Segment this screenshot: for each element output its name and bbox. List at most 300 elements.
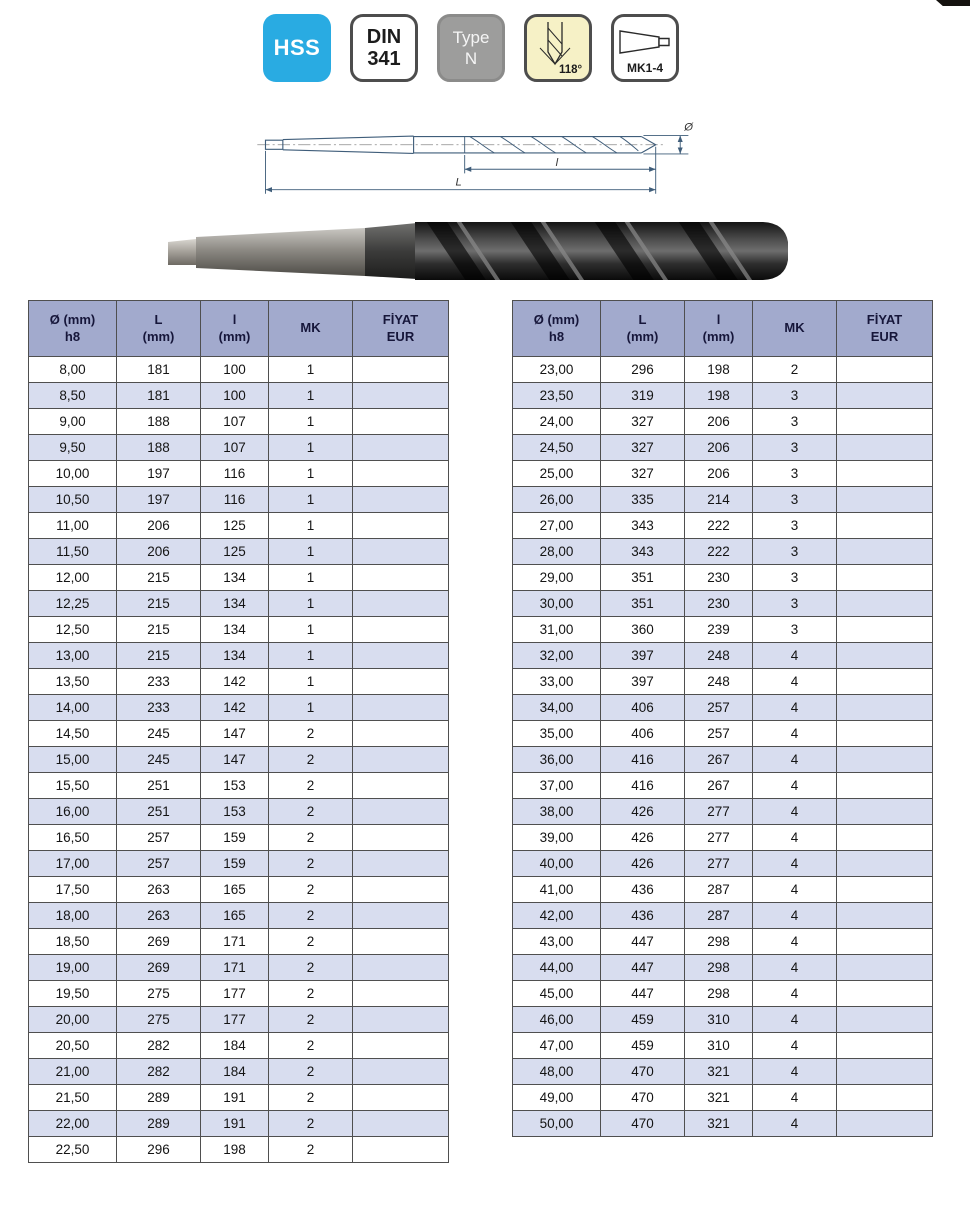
table-cell: 269 [117, 955, 201, 981]
table-cell: 2 [269, 825, 353, 851]
table-cell: 184 [201, 1033, 269, 1059]
table-cell: 1 [269, 513, 353, 539]
table-cell: 416 [601, 773, 685, 799]
table-cell: 4 [753, 825, 837, 851]
table-cell: 188 [117, 435, 201, 461]
table-cell: 4 [753, 773, 837, 799]
table-cell: 2 [269, 903, 353, 929]
table-cell: 11,50 [29, 539, 117, 565]
table-row [29, 591, 449, 617]
table-cell [837, 877, 933, 903]
table-cell: 2 [269, 851, 353, 877]
table-cell: 18,00 [29, 903, 117, 929]
table-cell [353, 643, 449, 669]
table-cell: 30,00 [513, 591, 601, 617]
table-cell: 159 [201, 825, 269, 851]
page-corner-decoration [936, 0, 970, 6]
table-cell: 1 [269, 487, 353, 513]
table-cell: 459 [601, 1007, 685, 1033]
table-row [29, 1033, 449, 1059]
table-cell: 321 [685, 1111, 753, 1137]
table-cell: 14,50 [29, 721, 117, 747]
table-cell: 134 [201, 565, 269, 591]
table-cell: 13,00 [29, 643, 117, 669]
table-cell: 28,00 [513, 539, 601, 565]
table-cell [837, 383, 933, 409]
table-row [513, 1059, 933, 1085]
table-cell: 20,00 [29, 1007, 117, 1033]
table-cell: 426 [601, 825, 685, 851]
table-cell: 40,00 [513, 851, 601, 877]
table-row [29, 1059, 449, 1085]
table-cell [353, 903, 449, 929]
table-cell: 49,00 [513, 1085, 601, 1111]
table-cell: 159 [201, 851, 269, 877]
table-cell: 191 [201, 1111, 269, 1137]
table-cell: 42,00 [513, 903, 601, 929]
table-cell: 257 [117, 851, 201, 877]
table-row [29, 513, 449, 539]
technical-drawing [255, 110, 705, 205]
table-cell: 277 [685, 851, 753, 877]
table-cell: 8,50 [29, 383, 117, 409]
badge-point-angle [524, 14, 592, 82]
table-row [29, 851, 449, 877]
table-cell: 327 [601, 435, 685, 461]
table-cell: 31,00 [513, 617, 601, 643]
table-cell [353, 747, 449, 773]
table-cell: 251 [117, 799, 201, 825]
table-cell: 1 [269, 461, 353, 487]
table-cell: 327 [601, 409, 685, 435]
drill-dimension-drawing [255, 110, 705, 205]
table-row [513, 695, 933, 721]
badge-din-341 [350, 14, 418, 82]
table-cell: 165 [201, 877, 269, 903]
table-cell [353, 825, 449, 851]
table-row [29, 903, 449, 929]
table-cell: 125 [201, 513, 269, 539]
table-cell [837, 409, 933, 435]
table-row [513, 383, 933, 409]
table-row [513, 435, 933, 461]
table-cell: 15,50 [29, 773, 117, 799]
table-cell: 298 [685, 929, 753, 955]
table-cell: 116 [201, 487, 269, 513]
table-cell: 470 [601, 1111, 685, 1137]
table-cell: 38,00 [513, 799, 601, 825]
table-cell: 233 [117, 695, 201, 721]
table-row [513, 981, 933, 1007]
table-cell: 239 [685, 617, 753, 643]
table-row [29, 461, 449, 487]
table-cell: 447 [601, 981, 685, 1007]
table-cell: 406 [601, 695, 685, 721]
table-cell: 48,00 [513, 1059, 601, 1085]
table-cell: 282 [117, 1033, 201, 1059]
table-cell: 43,00 [513, 929, 601, 955]
table-cell: 22,50 [29, 1137, 117, 1163]
table-cell: 206 [117, 513, 201, 539]
table-cell: 470 [601, 1059, 685, 1085]
table-cell: 191 [201, 1085, 269, 1111]
table-cell: 10,50 [29, 487, 117, 513]
table-row [29, 383, 449, 409]
table-cell [353, 851, 449, 877]
table-cell [837, 591, 933, 617]
diameter-label: Ø [684, 121, 694, 134]
badge-hss [263, 14, 331, 82]
table-cell: 459 [601, 1033, 685, 1059]
photo-collar [365, 223, 417, 279]
flute-length-dimension [465, 147, 656, 194]
table-cell [353, 539, 449, 565]
table-cell: 319 [601, 383, 685, 409]
table-cell: 397 [601, 643, 685, 669]
table-row [29, 747, 449, 773]
table-cell: 321 [685, 1085, 753, 1111]
table-cell: 296 [601, 357, 685, 383]
table-cell [353, 435, 449, 461]
table-cell: 4 [753, 929, 837, 955]
table-cell: 436 [601, 903, 685, 929]
table-cell: 269 [117, 929, 201, 955]
table-cell [837, 487, 933, 513]
table-cell: 206 [685, 435, 753, 461]
table-cell: 46,00 [513, 1007, 601, 1033]
table-row [513, 1007, 933, 1033]
table-cell: 215 [117, 617, 201, 643]
table-cell: 230 [685, 591, 753, 617]
table-cell: 267 [685, 773, 753, 799]
table-left-body [29, 357, 449, 1163]
table-cell: 298 [685, 981, 753, 1007]
table-cell: 4 [753, 955, 837, 981]
table-cell [353, 721, 449, 747]
table-cell [353, 877, 449, 903]
table-cell [837, 955, 933, 981]
table-cell [353, 591, 449, 617]
table-right-body [513, 357, 933, 1137]
table-row [513, 903, 933, 929]
table-cell: 426 [601, 799, 685, 825]
table-cell: 289 [117, 1085, 201, 1111]
table-row [513, 773, 933, 799]
col-header-flute-length: l (mm) [685, 301, 753, 357]
table-row [29, 1085, 449, 1111]
table-cell: 4 [753, 799, 837, 825]
badge-row [263, 14, 679, 82]
col-header-price: FİYAT EUR [353, 301, 449, 357]
table-cell: 222 [685, 513, 753, 539]
drill-photo [165, 212, 805, 290]
table-cell: 2 [269, 1137, 353, 1163]
table-row [29, 877, 449, 903]
table-cell: 4 [753, 1007, 837, 1033]
table-cell: 36,00 [513, 747, 601, 773]
table-cell: 257 [685, 721, 753, 747]
table-cell [837, 747, 933, 773]
table-cell [353, 955, 449, 981]
table-cell: 134 [201, 617, 269, 643]
table-cell: 198 [685, 383, 753, 409]
table-cell: 198 [201, 1137, 269, 1163]
table-cell [837, 565, 933, 591]
table-row [513, 877, 933, 903]
table-cell: 3 [753, 383, 837, 409]
table-left-header [29, 301, 449, 357]
table-cell: 171 [201, 929, 269, 955]
table-cell: 1 [269, 383, 353, 409]
table-cell [837, 461, 933, 487]
table-cell: 116 [201, 461, 269, 487]
table-cell: 4 [753, 1111, 837, 1137]
table-row [513, 721, 933, 747]
col-header-mk: MK [269, 301, 353, 357]
table-cell [353, 383, 449, 409]
table-cell: 197 [117, 487, 201, 513]
table-cell: 27,00 [513, 513, 601, 539]
table-right-header [513, 301, 933, 357]
table-cell: 296 [117, 1137, 201, 1163]
table-cell: 29,00 [513, 565, 601, 591]
table-cell: 17,00 [29, 851, 117, 877]
table-cell: 275 [117, 1007, 201, 1033]
table-cell: 14,00 [29, 695, 117, 721]
table-cell: 426 [601, 851, 685, 877]
table-cell [353, 1137, 449, 1163]
col-header-overall-length: L (mm) [117, 301, 201, 357]
table-row [29, 1111, 449, 1137]
table-cell [353, 1007, 449, 1033]
table-cell: 12,25 [29, 591, 117, 617]
table-cell [837, 1111, 933, 1137]
type-label-line2: N [464, 49, 478, 68]
table-row [513, 851, 933, 877]
table-cell: 22,00 [29, 1111, 117, 1137]
table-cell: 3 [753, 461, 837, 487]
table-cell [353, 461, 449, 487]
table-cell: 4 [753, 721, 837, 747]
table-cell: 47,00 [513, 1033, 601, 1059]
table-cell: 16,00 [29, 799, 117, 825]
table-cell [837, 617, 933, 643]
table-row [29, 357, 449, 383]
table-cell: 107 [201, 435, 269, 461]
drill-photo-image [165, 212, 805, 290]
table-cell: 287 [685, 877, 753, 903]
table-cell: 3 [753, 435, 837, 461]
table-cell: 4 [753, 747, 837, 773]
table-cell: 214 [685, 487, 753, 513]
table-cell: 147 [201, 721, 269, 747]
table-cell: 298 [685, 955, 753, 981]
table-cell: 125 [201, 539, 269, 565]
table-cell: 406 [601, 721, 685, 747]
table-cell [837, 799, 933, 825]
table-cell [353, 929, 449, 955]
table-cell: 18,50 [29, 929, 117, 955]
table-cell: 12,00 [29, 565, 117, 591]
table-cell: 4 [753, 981, 837, 1007]
table-cell: 181 [117, 383, 201, 409]
table-cell: 21,00 [29, 1059, 117, 1085]
table-cell: 2 [269, 877, 353, 903]
table-cell: 142 [201, 669, 269, 695]
table-cell [353, 513, 449, 539]
table-cell: 416 [601, 747, 685, 773]
table-cell: 263 [117, 877, 201, 903]
table-cell: 2 [269, 799, 353, 825]
table-cell: 215 [117, 565, 201, 591]
din-label-line2: 341 [367, 48, 401, 70]
table-cell: 1 [269, 591, 353, 617]
table-cell: 177 [201, 1007, 269, 1033]
table-cell: 1 [269, 357, 353, 383]
table-cell: 4 [753, 877, 837, 903]
table-row [513, 461, 933, 487]
table-cell: 310 [685, 1007, 753, 1033]
table-cell: 19,00 [29, 955, 117, 981]
table-cell: 289 [117, 1111, 201, 1137]
table-cell: 327 [601, 461, 685, 487]
table-cell: 436 [601, 877, 685, 903]
table-cell: 1 [269, 409, 353, 435]
table-row [513, 487, 933, 513]
table-cell: 10,00 [29, 461, 117, 487]
table-cell: 147 [201, 747, 269, 773]
table-cell [353, 617, 449, 643]
table-cell: 2 [753, 357, 837, 383]
table-row [513, 565, 933, 591]
table-cell: 245 [117, 747, 201, 773]
table-row [29, 435, 449, 461]
table-cell: 3 [753, 513, 837, 539]
table-cell: 13,50 [29, 669, 117, 695]
badge-mk-range [611, 14, 679, 82]
table-row [513, 617, 933, 643]
table-cell [353, 487, 449, 513]
table-cell: 1 [269, 565, 353, 591]
table-cell: 177 [201, 981, 269, 1007]
badge-type-n [437, 14, 505, 82]
table-cell: 24,50 [513, 435, 601, 461]
table-cell [837, 669, 933, 695]
table-row [29, 955, 449, 981]
type-label-line1: Type [452, 27, 490, 47]
table-cell [353, 695, 449, 721]
table-cell [353, 1111, 449, 1137]
table-row [513, 643, 933, 669]
table-cell: 4 [753, 1059, 837, 1085]
table-cell: 142 [201, 695, 269, 721]
table-cell: 287 [685, 903, 753, 929]
table-cell: 3 [753, 617, 837, 643]
table-cell: 12,50 [29, 617, 117, 643]
table-cell: 2 [269, 1007, 353, 1033]
table-cell: 1 [269, 643, 353, 669]
table-cell: 20,50 [29, 1033, 117, 1059]
table-row [29, 721, 449, 747]
size-table-right [512, 300, 933, 1137]
table-cell: 4 [753, 669, 837, 695]
table-cell: 34,00 [513, 695, 601, 721]
table-cell [837, 695, 933, 721]
table-cell: 447 [601, 955, 685, 981]
table-cell: 9,00 [29, 409, 117, 435]
table-cell: 263 [117, 903, 201, 929]
table-cell: 215 [117, 591, 201, 617]
table-cell: 248 [685, 669, 753, 695]
table-cell: 351 [601, 591, 685, 617]
table-row [513, 409, 933, 435]
table-cell [353, 357, 449, 383]
table-cell [353, 669, 449, 695]
table-cell: 257 [685, 695, 753, 721]
table-row [513, 513, 933, 539]
table-cell: 32,00 [513, 643, 601, 669]
table-row [29, 565, 449, 591]
table-cell: 233 [117, 669, 201, 695]
table-cell: 153 [201, 773, 269, 799]
table-row [29, 695, 449, 721]
table-cell [837, 903, 933, 929]
table-cell: 26,00 [513, 487, 601, 513]
table-cell [837, 643, 933, 669]
table-cell [837, 435, 933, 461]
table-cell: 230 [685, 565, 753, 591]
hss-label: HSS [273, 35, 321, 60]
table-cell: 248 [685, 643, 753, 669]
table-cell: 1 [269, 617, 353, 643]
table-cell: 2 [269, 955, 353, 981]
table-cell: 343 [601, 539, 685, 565]
table-cell [837, 357, 933, 383]
col-header-overall-length: L (mm) [601, 301, 685, 357]
table-cell [353, 799, 449, 825]
table-cell: 23,00 [513, 357, 601, 383]
table-cell: 3 [753, 409, 837, 435]
table-cell: 100 [201, 357, 269, 383]
table-row [513, 1085, 933, 1111]
table-cell: 4 [753, 643, 837, 669]
table-cell: 23,50 [513, 383, 601, 409]
morse-taper-icon [615, 21, 675, 63]
table-cell [837, 1059, 933, 1085]
table-cell: 2 [269, 773, 353, 799]
table-cell: 184 [201, 1059, 269, 1085]
table-cell: 1 [269, 695, 353, 721]
table-cell: 197 [117, 461, 201, 487]
table-cell: 1 [269, 669, 353, 695]
table-row [29, 1007, 449, 1033]
table-cell [837, 1085, 933, 1111]
size-table-left [28, 300, 449, 1163]
table-cell: 1 [269, 435, 353, 461]
table-cell: 3 [753, 539, 837, 565]
table-row [513, 591, 933, 617]
table-cell: 277 [685, 799, 753, 825]
table-row [513, 747, 933, 773]
table-row [29, 929, 449, 955]
table-row [513, 799, 933, 825]
table-row [29, 1137, 449, 1163]
table-row [513, 955, 933, 981]
table-cell [353, 409, 449, 435]
table-cell [837, 513, 933, 539]
table-cell [353, 773, 449, 799]
table-cell: 8,00 [29, 357, 117, 383]
